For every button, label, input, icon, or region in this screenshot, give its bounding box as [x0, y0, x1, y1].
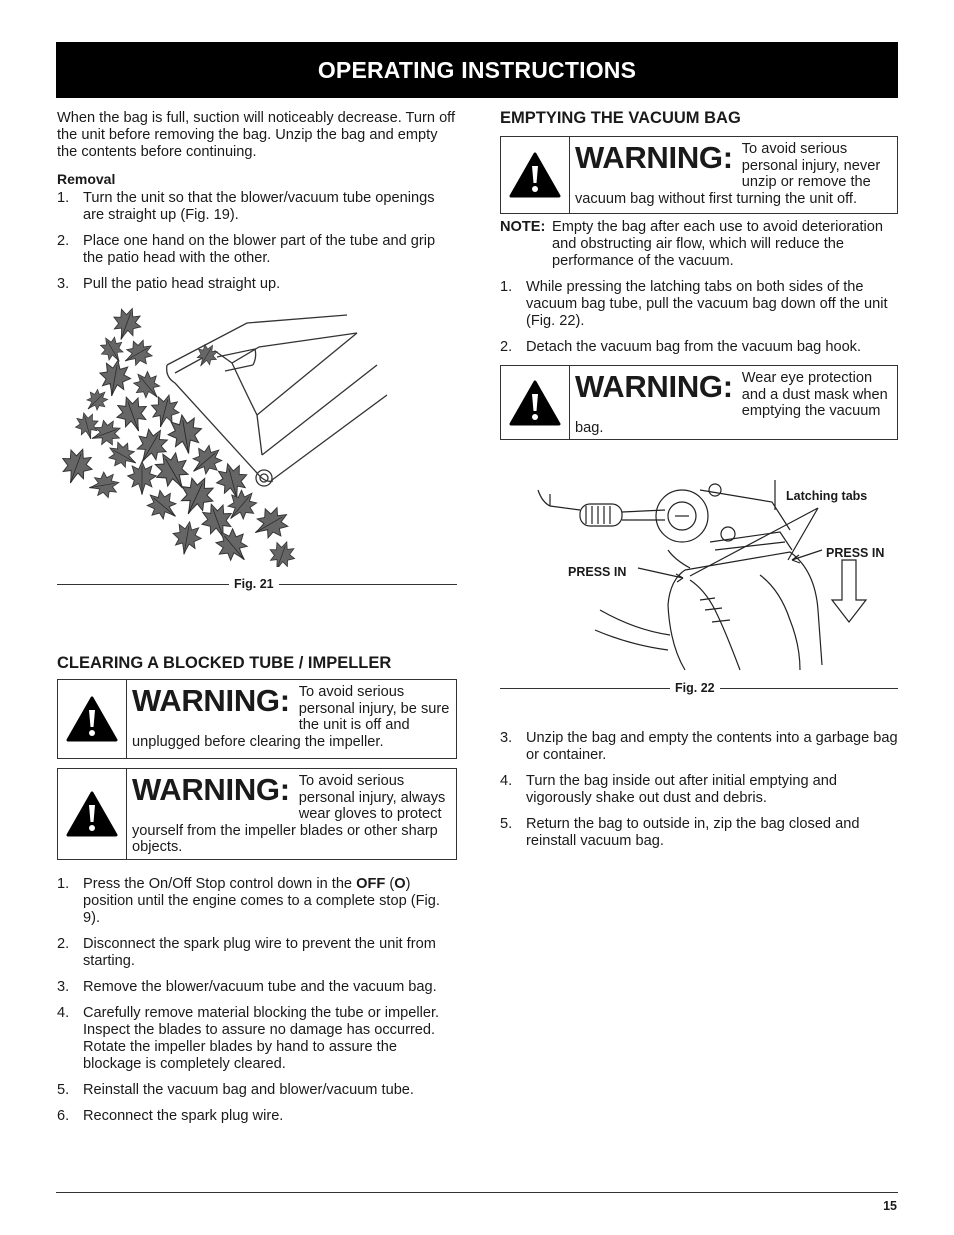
step-number: 1. — [500, 279, 513, 295]
step-text: Pull the patio head straight up. — [83, 276, 281, 292]
warning-text-cell — [127, 680, 456, 758]
figure-21 — [57, 305, 457, 593]
list-item — [57, 979, 457, 996]
warning-word: WARNING: — [132, 683, 290, 718]
step-text: Reconnect the spark plug wire. — [83, 1107, 284, 1124]
list-item — [57, 1005, 457, 1073]
list-item — [57, 876, 457, 927]
list-item — [57, 936, 457, 970]
emptying-heading: EMPTYING THE VACUUM BAG — [500, 109, 741, 127]
list-item — [500, 773, 898, 807]
step-number: 2. — [500, 339, 513, 355]
removal-heading: Removal — [57, 171, 116, 187]
step-text: Place one hand on the blower part of the tube and grip the patio head with the other. — [83, 233, 436, 266]
emptying-steps-b — [500, 730, 898, 850]
warning-box-gloves — [57, 768, 457, 860]
step-number: 1. — [57, 875, 70, 892]
press-in-left-label: PRESS IN — [568, 565, 627, 579]
step-text: Remove the blower/vacuum tube and the vacuum bag. — [83, 978, 437, 995]
latching-tabs-label: Latching tabs — [786, 489, 868, 503]
intro-paragraph: When the bag is full, suction will noticeably decrease. Turn off the unit before removing the bag. Unzip the bag and empty the contents before continuing. — [57, 110, 456, 160]
step-number: 3. — [57, 978, 70, 995]
right-column — [500, 110, 898, 859]
list-item — [500, 279, 898, 330]
fig-21-caption-row — [57, 576, 457, 593]
step-text: Return the bag to outside in, zip the bag closed and reinstall vacuum bag. — [526, 816, 860, 849]
list-item — [57, 190, 457, 224]
warning-icon-cell — [501, 137, 570, 213]
page-title: OPERATING INSTRUCTIONS — [317, 56, 637, 83]
footer-rule — [56, 1192, 898, 1193]
step-number: 5. — [57, 1081, 70, 1098]
header-bar — [56, 42, 898, 98]
fig-22-caption: Fig. 22 — [675, 681, 715, 695]
warning-text: To avoid serious personal injury, never unzip or remove the vacuum bag without first turning the unit off. — [575, 141, 881, 207]
note-label: NOTE: — [500, 219, 546, 235]
caption-rule — [57, 584, 229, 585]
step-number: 4. — [500, 773, 513, 789]
leaves-vacuum-illustration — [57, 305, 457, 567]
warning-triangle-icon — [509, 152, 561, 198]
off-label: OFF — [356, 875, 386, 892]
list-item — [500, 339, 898, 356]
warning-triangle-icon — [66, 791, 118, 837]
step-number: 6. — [57, 1107, 70, 1124]
step-number: 2. — [57, 233, 70, 249]
warning-text: Wear eye protection and a dust mask when emptying the vacuum bag. — [575, 370, 888, 436]
warning-box-unzip — [500, 136, 898, 214]
step-text-part: ( — [385, 875, 395, 892]
step-text: Turn the unit so that the blower/vacuum tube openings are straight up (Fig. 19). — [83, 190, 435, 223]
note-block — [500, 219, 898, 270]
left-column — [57, 110, 457, 1134]
clearing-steps — [57, 876, 457, 1125]
step-number: 2. — [57, 935, 70, 952]
step-text-part: Press the On/Off Stop control down in the — [83, 875, 357, 892]
caption-rule — [279, 584, 457, 585]
list-item — [57, 233, 457, 267]
step-text: While pressing the latching tabs on both sides of the vacuum bag tube, pull the vacuum bag down off the unit (Fig. 22). — [526, 279, 888, 329]
caption-rule — [500, 688, 670, 689]
warning-word: WARNING: — [575, 140, 733, 175]
step-number: 1. — [57, 190, 70, 206]
list-item — [57, 276, 457, 293]
warning-box-eye-protection — [500, 365, 898, 440]
step-number: 3. — [57, 276, 70, 292]
caption-rule — [720, 688, 898, 689]
warning-text: To avoid serious personal injury, always wear gloves to protect yourself from the impeller blades or other sharp objects. — [132, 773, 446, 855]
step-number: 5. — [500, 816, 513, 832]
press-in-right-label: PRESS IN — [826, 546, 885, 560]
step-text: Reinstall the vacuum bag and blower/vacuum tube. — [83, 1081, 414, 1098]
step-number: 3. — [500, 730, 513, 746]
fig-22-caption-row — [500, 680, 898, 697]
step-text-part: ) position until the engine comes to a complete stop (Fig. 9). — [83, 875, 440, 926]
warning-text: To avoid serious personal injury, be sure the unit is off and unplugged before clearing the impeller. — [132, 684, 450, 750]
list-item — [57, 1082, 457, 1099]
clearing-heading: CLEARING A BLOCKED TUBE / IMPELLER — [57, 654, 392, 672]
removal-steps — [57, 190, 457, 293]
warning-text-cell — [570, 366, 897, 439]
note-text: Empty the bag after each use to avoid deterioration and obstructing air flow, which will reduce the performance of the vacuum. — [552, 219, 883, 269]
emptying-steps-a — [500, 279, 898, 356]
step-text: Carefully remove material blocking the tube or impeller. Inspect the blades to assure no damage has occurred. Rotate the impeller blades by hand to assure the blockage is completely cleared. — [83, 1004, 440, 1072]
warning-word: WARNING: — [575, 369, 733, 404]
fig-21-caption: Fig. 21 — [234, 577, 274, 591]
warning-triangle-icon — [509, 380, 561, 426]
warning-triangle-icon — [66, 696, 118, 742]
warning-text-cell — [570, 137, 897, 213]
warning-word: WARNING: — [132, 772, 290, 807]
warning-icon-cell — [58, 769, 127, 859]
list-item — [57, 1108, 457, 1125]
step-number: 4. — [57, 1004, 70, 1021]
step-text: Turn the bag inside out after initial emptying and vigorously shake out dust and debris. — [526, 773, 837, 806]
figure-22 — [500, 480, 898, 698]
page-number: 15 — [883, 1199, 897, 1213]
warning-icon-cell — [58, 680, 127, 758]
step-text: Detach the vacuum bag from the vacuum bag hook. — [526, 339, 862, 355]
warning-icon-cell — [501, 366, 570, 439]
list-item — [500, 730, 898, 764]
latching-tabs-illustration — [500, 480, 898, 680]
step-text: Disconnect the spark plug wire to prevent the unit from starting. — [83, 935, 436, 969]
step-text: Unzip the bag and empty the contents into a garbage bag or container. — [526, 730, 898, 763]
off-symbol: O — [394, 875, 406, 892]
warning-text-cell — [127, 769, 456, 859]
warning-box-unplug — [57, 679, 457, 759]
list-item — [500, 816, 898, 850]
step-text — [83, 876, 457, 927]
